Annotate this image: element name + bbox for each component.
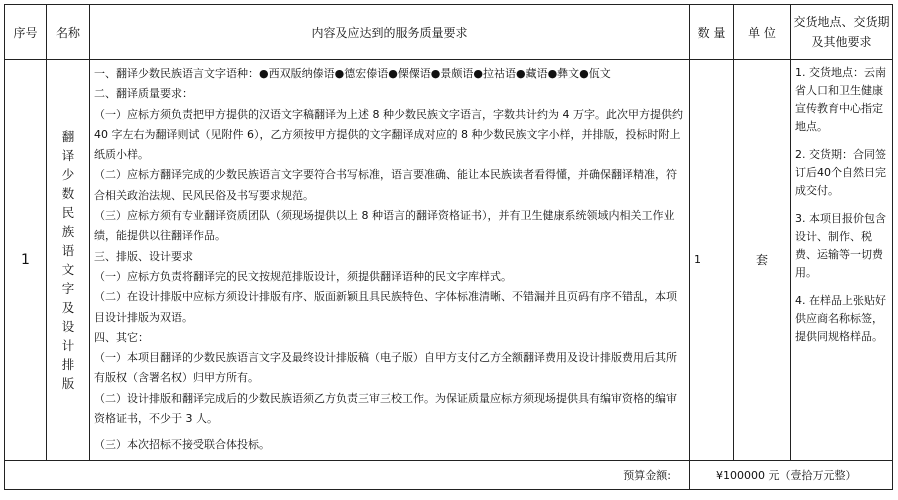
table-row — [5, 60, 893, 461]
header-unit: 单 位 — [734, 5, 791, 60]
requirements-table — [4, 4, 893, 490]
header-content: 内容及应达到的服务质量要求 — [90, 5, 690, 60]
content-line: 三、排版、设计要求 — [94, 249, 193, 263]
content-line: （二）在设计排版中应标方须设计排版有序、版面新颖且具民族特色、字体标准清晰、不错漏并且页码有序不错乱，本项目设计排版为双语。 — [94, 290, 677, 324]
content-line: 二、翻译质量要求： — [94, 87, 193, 101]
content-line: 四、其它： — [94, 330, 149, 344]
header-row — [5, 5, 893, 60]
budget-label: 预算金额: — [5, 460, 690, 489]
content-line: （二）设计排版和翻译完成后的少数民族语须乙方负责三审三校工作。为保证质量应标方须现场提供具有编审资格的编审资格证书，不少于 3 人。 — [94, 391, 677, 426]
header-name: 名称 — [47, 5, 90, 60]
row-notes — [791, 60, 893, 461]
note-item: 1. 交货地点：云南省人口和卫生健康宣传教育中心指定地点。 — [795, 66, 886, 133]
header-delivery: 交货地点、交货期及其他要求 — [791, 5, 893, 60]
note-item: 4. 在样品上张贴好供应商名称标签，提供同规格样品。 — [795, 294, 886, 343]
header-no: 序号 — [5, 5, 47, 60]
header-qty: 数 量 — [690, 5, 734, 60]
row-name-cell — [47, 60, 90, 461]
content-line: （一）应标方负责将翻译完的民文按规范排版设计，须提供翻译语种的民文字库样式。 — [94, 269, 512, 283]
row-qty: 1 — [690, 60, 734, 461]
content-line: （三）应标方须有专业翻译资质团队（须现场提供以上 8 种语言的翻译资格证书），并有卫生健康系统领域内相关工作业绩，能提供以往翻译作品。 — [94, 209, 675, 243]
content-line: （一）应标方须负责把甲方提供的汉语文字稿翻译为上述 8 种少数民族文字语言，字数共计约为 4 万字。此次甲方提供约 40 字左右为翻译则试（见附件 6），乙方须按甲方提供的文字翻译成对应的 8 种少数民族文字小样，并排版，投标时附上纸质小样。 — [94, 107, 683, 162]
row-no: 1 — [5, 60, 47, 461]
content-line: 一、翻译少数民族语言文字语种：●西双版纳傣语●德宏傣语●傈僳语●景颇语●拉祜语●藏语●彝文●佤文 — [94, 67, 611, 80]
budget-value: ¥100000 元（壹拾万元整） — [690, 460, 893, 489]
row-content — [90, 60, 690, 461]
content-line: （一）本项目翻译的少数民族语言文字及最终设计排版稿（电子版）自甲方支付乙方全额翻译费用及设计排版费用后其所有版权（含署名权）归甲方所有。 — [94, 351, 677, 385]
content-line: （三）本次招标不接受联合体投标。 — [94, 438, 270, 452]
note-item: 2. 交货期：合同签订后40个自然日完成交付。 — [795, 148, 886, 197]
row-name: 翻译少数民族语文字及设计排版 — [61, 128, 75, 391]
budget-row — [5, 460, 893, 489]
row-unit: 套 — [734, 60, 791, 461]
note-item: 3. 本项目报价包含设计、制作、税费、运输等一切费用。 — [795, 212, 886, 279]
content-line: （二）应标方翻译完成的少数民族语言文字要符合书写标准，语言要准确、能让本民族读者看得懂，并确保翻译精准，符合相关政治法规、民风民俗及书写要求规范。 — [94, 168, 677, 202]
